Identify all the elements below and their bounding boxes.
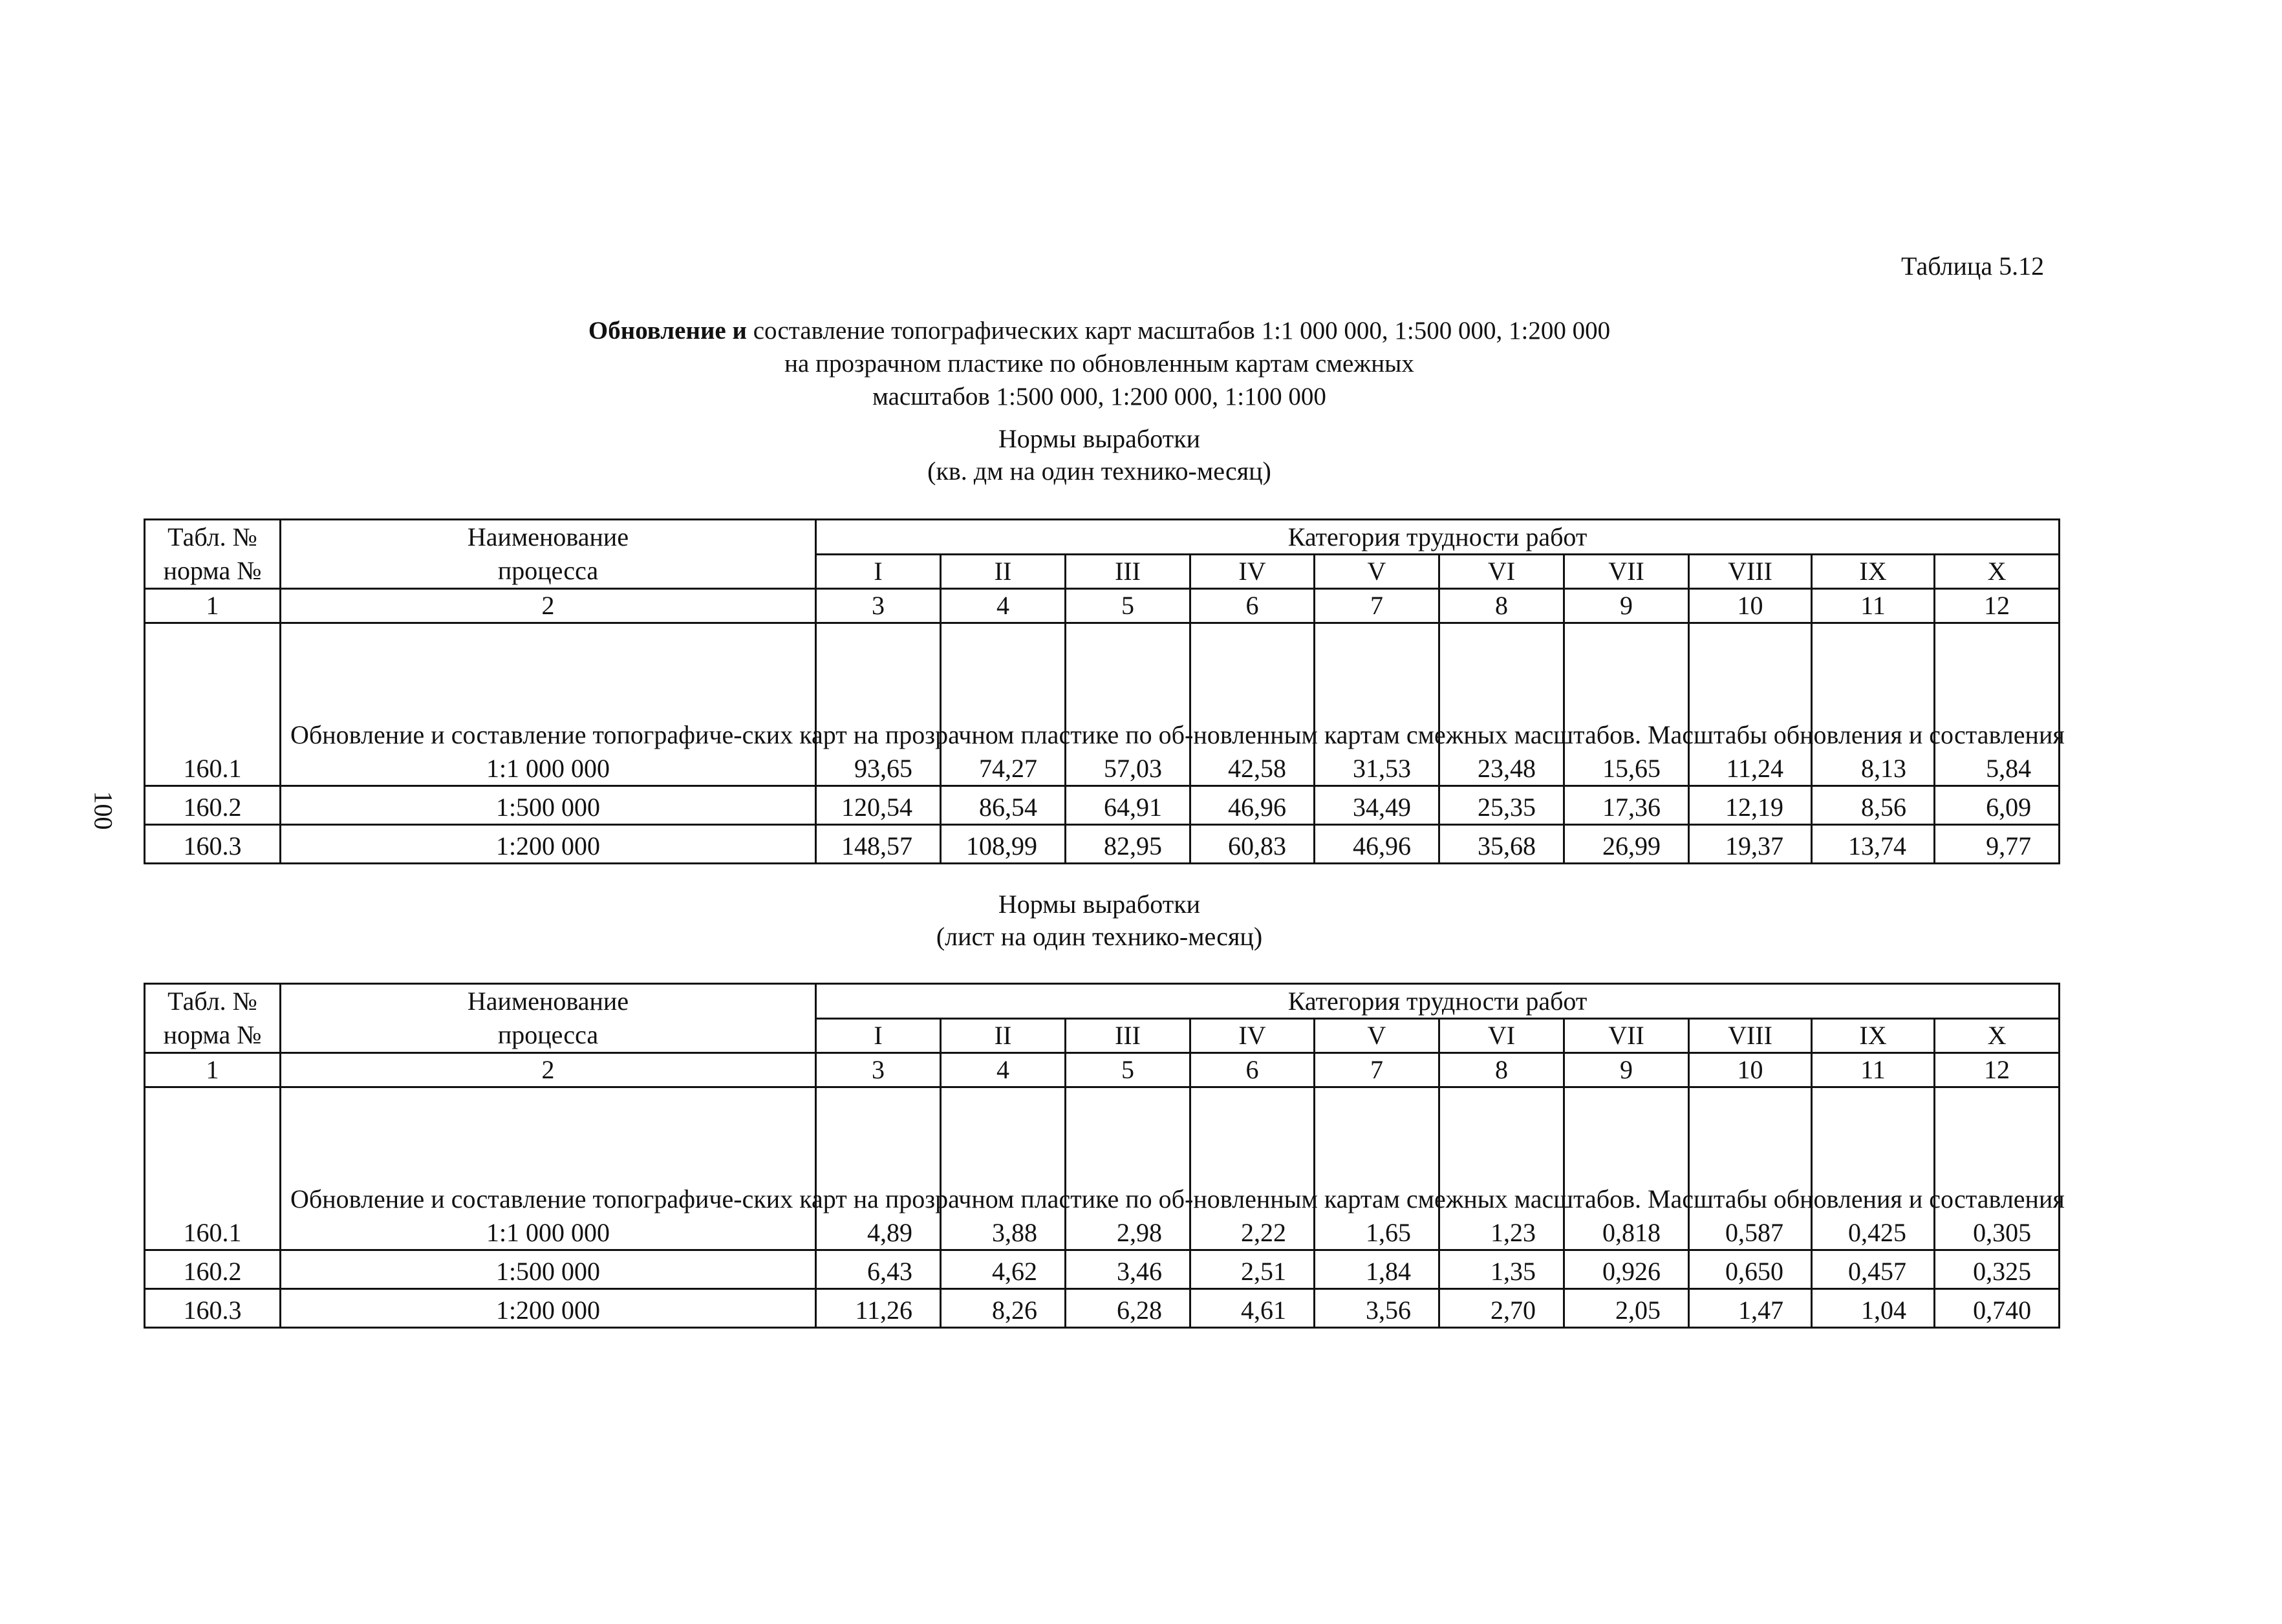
header-table-no: Табл. № норма № <box>145 520 281 589</box>
table-row: 160.3 1:200 000 11,26 8,26 6,28 4,61 3,56 2,70 2,05 1,47 1,04 0,740 <box>145 1289 2060 1328</box>
table-row: 160.1 Обновление и составление топографиче-ских карт на прозрачном пластике по об-новленным картам смежных масштабов. Масштабы обновления и составления 1:1 000 000 4,89 3,88 2,98 2,22 1,65 1,23 0,818 0,587 0,425 0,305 <box>145 1087 2060 1250</box>
process-description: Обновление и составление топографиче-ских карт на прозрачном пластике по об-новленным картам смежных масштабов. Масштабы обновления и составления 1:1 000 000 <box>281 1087 816 1250</box>
norms-heading-1: Нормы выработки (кв. дм на один технико-месяц) <box>927 424 1271 486</box>
table-row: 160.3 1:200 000 148,57 108,99 82,95 60,83 46,96 35,68 26,99 19,37 13,74 9,77 <box>145 825 2060 864</box>
header-category: Категория трудности работ <box>816 984 2060 1019</box>
title-line-2: на прозрачном пластике по обновленным картам смежных <box>784 350 1414 378</box>
norms-table-1 <box>144 518 2065 864</box>
document-title <box>0 314 2199 413</box>
norms-table-2 <box>144 983 2065 1329</box>
process-description: Обновление и составление топографиче-ских карт на прозрачном пластике по об-новленным картам смежных масштабов. Масштабы обновления и составления 1:1 000 000 <box>281 623 816 786</box>
title-line-1: Обновление и составление топографических карт масштабов 1:1 000 000, 1:500 000, 1:200 000 <box>588 317 1611 345</box>
column-number-row: 1 2 3 4 5 6 7 8 9 10 11 12 <box>145 589 2060 623</box>
table-row: 160.2 1:500 000 6,43 4,62 3,46 2,51 1,84 1,35 0,926 0,650 0,457 0,325 <box>145 1250 2060 1289</box>
table-row: 160.2 1:500 000 120,54 86,54 64,91 46,96 34,49 25,35 17,36 12,19 8,56 6,09 <box>145 786 2060 825</box>
title-line-3: масштабов 1:500 000, 1:200 000, 1:100 000 <box>872 383 1326 411</box>
page-number: 100 <box>89 791 118 830</box>
table-row: 160.1 Обновление и составление топографиче-ских карт на прозрачном пластике по об-новленным картам смежных масштабов. Масштабы обновления и составления 1:1 000 000 93,65 74,27 57,03 42,58 31,53 23,48 15,65 11,24 8,13 5,84 <box>145 623 2060 786</box>
column-number-row: 1 2 3 4 5 6 7 8 9 10 11 12 <box>145 1053 2060 1087</box>
header-process-name: Наименование процесса <box>281 520 816 589</box>
category-row: I II III IV V VI VII VIII IX X <box>145 554 2060 589</box>
header-category: Категория трудности работ <box>816 520 2060 555</box>
header-process-name: Наименование процесса <box>281 984 816 1053</box>
category-row: I II III IV V VI VII VIII IX X <box>145 1018 2060 1053</box>
table-number: Таблица 5.12 <box>1901 251 2045 281</box>
norms-heading-2: Нормы выработки (лист на один технико-месяц) <box>936 890 1263 951</box>
header-table-no: Табл. № норма № <box>145 984 281 1053</box>
